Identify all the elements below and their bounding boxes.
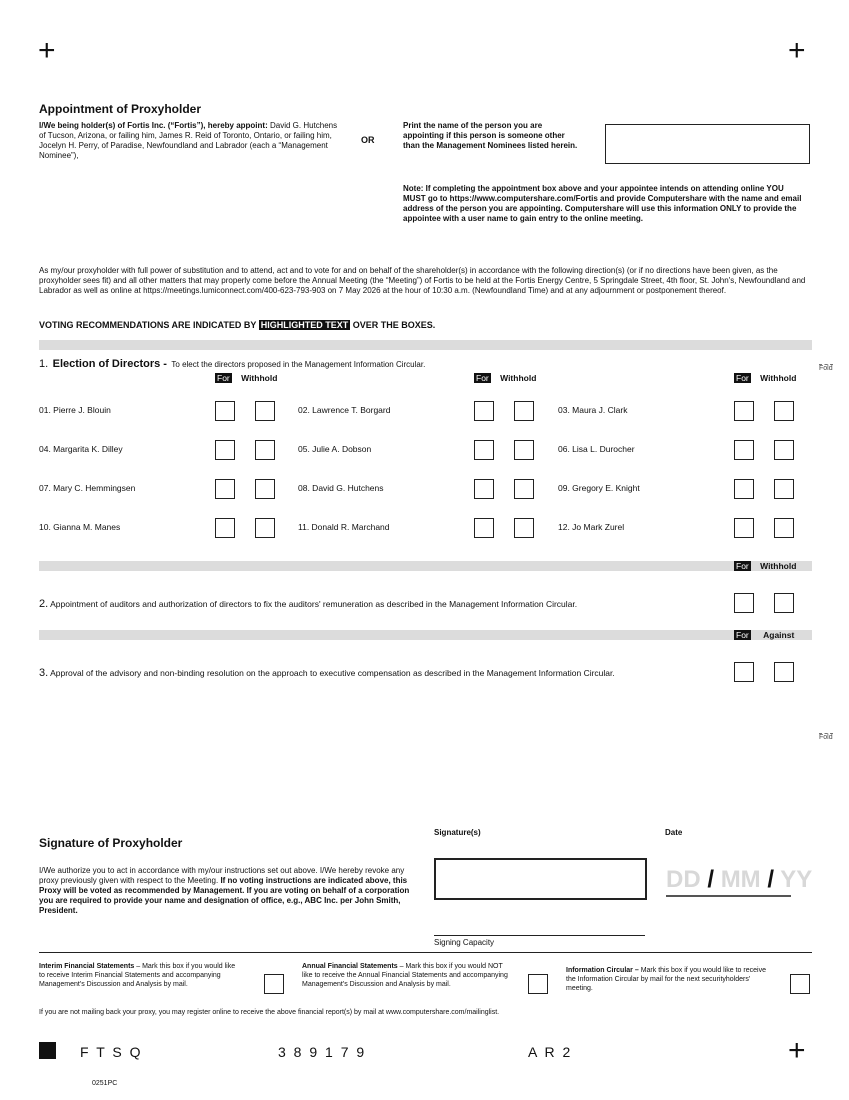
code-left: F T S Q	[80, 1044, 143, 1060]
withhold-checkbox[interactable]	[255, 518, 275, 538]
for-checkbox[interactable]	[734, 479, 754, 499]
voting-rec-before: VOTING RECOMMENDATIONS ARE INDICATED BY	[39, 320, 257, 330]
voting-recommendation	[39, 320, 435, 330]
fold-marker: Fold	[819, 365, 833, 372]
withhold-label: Withhold	[241, 373, 278, 383]
directors-subtitle: To elect the directors proposed in the Management Information Circular.	[171, 360, 426, 369]
fold-marker: Fold	[819, 734, 833, 741]
annual-title: Annual Financial Statements	[302, 963, 398, 970]
for-checkbox[interactable]	[734, 401, 754, 421]
directors-number: 1.	[39, 358, 49, 370]
interim-statements-text	[39, 962, 239, 989]
nominee-name: 06. Lisa L. Durocher	[558, 444, 635, 454]
annual-statements-checkbox[interactable]	[528, 974, 548, 994]
for-checkbox[interactable]	[215, 518, 235, 538]
for-label: For	[736, 373, 749, 383]
directors-heading	[39, 354, 425, 372]
signing-capacity-label: Signing Capacity	[434, 938, 495, 947]
nominee-name: 01. Pierre J. Blouin	[39, 405, 111, 415]
withhold-checkbox[interactable]	[774, 479, 794, 499]
for-checkbox[interactable]	[215, 479, 235, 499]
item2-text	[39, 598, 577, 610]
interim-statements-checkbox[interactable]	[264, 974, 284, 994]
mailing-list-note: If you are not mailing back your proxy, you may register online to receive the above financial report(s) by mail at www.computershare.com/mailinglist.	[39, 1009, 500, 1016]
print-name-instructions: Print the name of the person you are appointing if this person is someone other than the Management Nominees listed herein.	[403, 121, 578, 150]
signature-input[interactable]	[434, 858, 647, 900]
directors-title: Election of Directors -	[52, 358, 167, 370]
for-label: For	[736, 630, 749, 640]
appointment-text	[39, 121, 339, 161]
directors-band	[39, 340, 812, 350]
withhold-checkbox[interactable]	[514, 479, 534, 499]
item3-band	[39, 630, 812, 640]
for-checkbox[interactable]	[474, 401, 494, 421]
withhold-label: Withhold	[760, 561, 797, 571]
signature-text	[39, 866, 417, 916]
for-checkbox[interactable]	[734, 440, 754, 460]
column-header-group-1	[215, 373, 277, 383]
appointment-text-lead: I/We being holder(s) of Fortis Inc. (“Fortis”), hereby appoint:	[39, 121, 268, 130]
circular-title: Information Circular –	[566, 967, 639, 974]
or-label: OR	[361, 135, 375, 145]
signature-text-bold: If no voting instructions are indicated above, this Proxy will be voted as recommended by Management. If you are voting on behalf of a corporation you are required to provide your name and designation of office, e.g., ABC Inc. per John Smith, President.	[39, 876, 410, 915]
code-right: A R 2	[528, 1044, 573, 1060]
for-label: For	[476, 373, 489, 383]
crop-mark-bottom-right: +	[788, 1034, 806, 1067]
item2-band	[39, 561, 812, 571]
item3-text	[39, 667, 615, 679]
item2-for-checkbox[interactable]	[734, 593, 754, 613]
nominee-name: 12. Jo Mark Zurel	[558, 522, 625, 532]
withhold-label: Withhold	[500, 373, 537, 383]
nominee-name: 05. Julie A. Dobson	[298, 444, 372, 454]
appointment-note: Note: If completing the appointment box above and your appointee intends on attending online YOU MUST go to https://www.computershare.com/Fortis and provide Computershare with the name and email address of the person you are appointing. Computershare will use this information ONLY to provide the appointee with a user name to gain entry to the online meeting.	[403, 184, 802, 223]
proxy-paragraph: As my/our proxyholder with full power of substitution and to attend, act and to vote for and on behalf of the shareholder(s) in accordance with the following direction(s) (or if no directions have been given, as the proxyholder sees fit) and all other matters that may properly come before the Annual Meeting (the “Meeting”) of Fortis to be held at the Fortis Energy Centre, 5 Springdale Street, 4th floor, St. John's, Newfoundland and Labrador as well as online at https://meetings.lumiconnect.com/400-623-793-903 on 7 May 2026 at the hour of 10:30 a.m. (Newfoundland Time) and at any adjournment or postponement thereof.	[39, 266, 806, 295]
withhold-checkbox[interactable]	[774, 518, 794, 538]
date-separator: /	[767, 866, 775, 893]
for-label: For	[736, 561, 749, 571]
date-day-placeholder: DD	[666, 866, 701, 893]
withhold-checkbox[interactable]	[774, 440, 794, 460]
interim-title: Interim Financial Statements	[39, 963, 135, 970]
appointee-name-input[interactable]	[605, 124, 810, 164]
crop-mark-top-left: +	[38, 34, 56, 67]
interim-description: – Mark this box if you would like to receive Interim Financial Statements and accompanying Management's Discussion and Analysis by mail.	[39, 963, 236, 988]
item2-number: 2.	[39, 598, 49, 610]
nominee-name: 08. David G. Hutchens	[298, 483, 384, 493]
signing-capacity-line[interactable]	[434, 935, 645, 936]
signature-title: Signature of Proxyholder	[39, 836, 183, 850]
options-divider	[39, 952, 812, 953]
for-checkbox[interactable]	[215, 401, 235, 421]
nominee-name: 07. Mary C. Hemmingsen	[39, 483, 136, 493]
withhold-checkbox[interactable]	[514, 518, 534, 538]
code-middle: 3 8 9 1 7 9	[278, 1044, 367, 1060]
signatures-label: Signature(s)	[434, 828, 481, 837]
for-checkbox[interactable]	[474, 440, 494, 460]
for-label: For	[217, 373, 230, 383]
nominee-name: 02. Lawrence T. Borgard	[298, 405, 391, 415]
crop-mark-top-right: +	[788, 34, 806, 67]
annual-description: – Mark this box if you would NOT like to receive the Annual Financial Statements and accompanying Management's Discussion and Analysis by mail.	[302, 963, 508, 988]
appointment-title: Appointment of Proxyholder	[39, 102, 201, 116]
nominee-name: 09. Gregory E. Knight	[558, 483, 640, 493]
signature-text-plain: I/We authorize you to act in accordance with my/our instructions set out above. I/We hereby revoke any proxy previously given with respect to the Meeting.	[39, 866, 405, 885]
column-header-group-2	[474, 373, 536, 383]
item3-against-checkbox[interactable]	[774, 662, 794, 682]
for-checkbox[interactable]	[734, 518, 754, 538]
appointment-text-rest: David G. Hutchens of Tucson, Arizona, or failing him, James R. Reid of Toronto, Ontario, or failing him, Jocelyn H. Perry, of Paradise, Newfoundland and Labrador (each a “Management Nominee”),	[39, 121, 338, 160]
item2-withhold-checkbox[interactable]	[774, 593, 794, 613]
date-underline	[666, 895, 791, 897]
item2-column-header	[734, 561, 796, 571]
withhold-label: Withhold	[760, 373, 797, 383]
information-circular-text	[566, 966, 766, 993]
item3-number: 3.	[39, 667, 49, 679]
date-input[interactable]	[666, 866, 812, 894]
withhold-checkbox[interactable]	[774, 401, 794, 421]
information-circular-checkbox[interactable]	[790, 974, 810, 994]
nominee-name: 04. Margarita K. Dilley	[39, 444, 123, 454]
item3-for-checkbox[interactable]	[734, 662, 754, 682]
withhold-checkbox[interactable]	[255, 479, 275, 499]
date-label: Date	[665, 828, 683, 837]
nominee-name: 10. Gianna M. Manes	[39, 522, 121, 532]
item3-column-header	[734, 630, 794, 640]
withhold-checkbox[interactable]	[514, 440, 534, 460]
annual-statements-text	[302, 962, 512, 989]
date-year-placeholder: YY	[780, 866, 813, 893]
voting-rec-highlight: HIGHLIGHTED TEXT	[260, 320, 349, 330]
nominee-name: 11. Donald R. Marchand	[298, 522, 390, 532]
date-month-placeholder: MM	[720, 866, 761, 893]
item2-description: Appointment of auditors and authorization of directors to fix the auditors' remuneration as described in the Management Information Circular.	[50, 599, 578, 609]
for-checkbox[interactable]	[474, 479, 494, 499]
corner-square-mark	[39, 1042, 56, 1059]
item3-description: Approval of the advisory and non-binding resolution on the approach to executive compensation as described in the Management Information Circular.	[50, 668, 615, 678]
date-separator: /	[707, 866, 715, 893]
nominee-name: 03. Maura J. Clark	[558, 405, 628, 415]
against-label: Against	[763, 630, 795, 640]
column-header-group-3	[734, 373, 796, 383]
for-checkbox[interactable]	[215, 440, 235, 460]
circular-description: Mark this box if you would like to receive the Information Circular by mail for the next securityholders' meeting.	[566, 967, 766, 992]
withhold-checkbox[interactable]	[255, 401, 275, 421]
withhold-checkbox[interactable]	[255, 440, 275, 460]
withhold-checkbox[interactable]	[514, 401, 534, 421]
voting-rec-after: OVER THE BOXES.	[352, 320, 436, 330]
form-id: 0251PC	[92, 1080, 118, 1087]
for-checkbox[interactable]	[474, 518, 494, 538]
